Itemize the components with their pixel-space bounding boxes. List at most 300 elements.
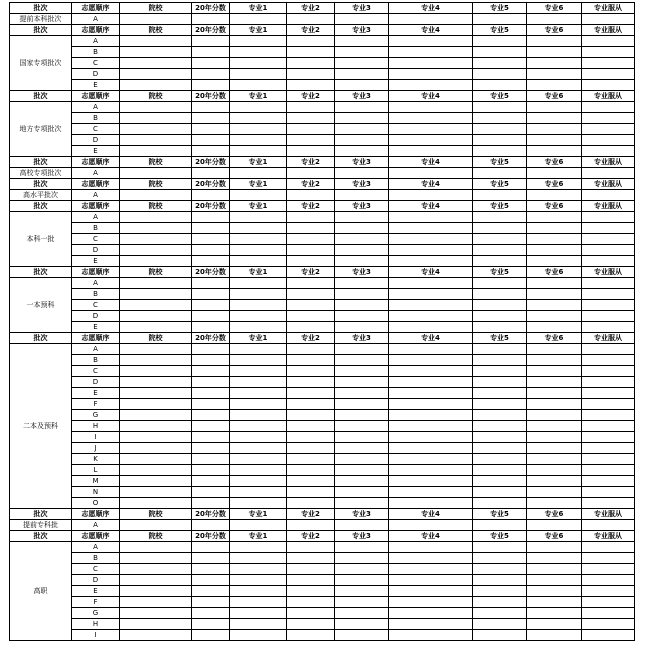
major-5-cell[interactable] (473, 69, 527, 80)
major-5-cell[interactable] (473, 168, 527, 179)
major-obey-cell[interactable] (582, 124, 635, 135)
major-6-cell[interactable] (527, 102, 582, 113)
major-obey-cell[interactable] (582, 311, 635, 322)
school-cell[interactable] (120, 245, 192, 256)
score-2020-cell[interactable] (192, 388, 230, 399)
major-1-cell[interactable] (230, 586, 287, 597)
major-3-cell[interactable] (335, 410, 389, 421)
score-2020-cell[interactable] (192, 234, 230, 245)
major-3-cell[interactable] (335, 597, 389, 608)
major-3-cell[interactable] (335, 586, 389, 597)
major-2-cell[interactable] (287, 476, 335, 487)
major-6-cell[interactable] (527, 256, 582, 267)
major-1-cell[interactable] (230, 465, 287, 476)
major-3-cell[interactable] (335, 124, 389, 135)
major-3-cell[interactable] (335, 630, 389, 641)
major-2-cell[interactable] (287, 377, 335, 388)
major-3-cell[interactable] (335, 36, 389, 47)
major-3-cell[interactable] (335, 190, 389, 201)
major-2-cell[interactable] (287, 69, 335, 80)
major-obey-cell[interactable] (582, 245, 635, 256)
major-1-cell[interactable] (230, 608, 287, 619)
major-obey-cell[interactable] (582, 388, 635, 399)
major-3-cell[interactable] (335, 432, 389, 443)
major-3-cell[interactable] (335, 223, 389, 234)
major-obey-cell[interactable] (582, 410, 635, 421)
score-2020-cell[interactable] (192, 344, 230, 355)
major-4-cell[interactable] (389, 69, 473, 80)
major-2-cell[interactable] (287, 124, 335, 135)
score-2020-cell[interactable] (192, 586, 230, 597)
score-2020-cell[interactable] (192, 322, 230, 333)
major-2-cell[interactable] (287, 619, 335, 630)
major-4-cell[interactable] (389, 542, 473, 553)
major-5-cell[interactable] (473, 322, 527, 333)
major-4-cell[interactable] (389, 487, 473, 498)
major-2-cell[interactable] (287, 608, 335, 619)
major-4-cell[interactable] (389, 47, 473, 58)
school-cell[interactable] (120, 58, 192, 69)
major-5-cell[interactable] (473, 355, 527, 366)
school-cell[interactable] (120, 102, 192, 113)
major-4-cell[interactable] (389, 476, 473, 487)
major-1-cell[interactable] (230, 388, 287, 399)
score-2020-cell[interactable] (192, 487, 230, 498)
major-5-cell[interactable] (473, 245, 527, 256)
major-1-cell[interactable] (230, 190, 287, 201)
major-4-cell[interactable] (389, 124, 473, 135)
major-6-cell[interactable] (527, 58, 582, 69)
major-6-cell[interactable] (527, 69, 582, 80)
major-5-cell[interactable] (473, 421, 527, 432)
major-5-cell[interactable] (473, 14, 527, 25)
major-4-cell[interactable] (389, 102, 473, 113)
major-4-cell[interactable] (389, 322, 473, 333)
major-6-cell[interactable] (527, 487, 582, 498)
major-4-cell[interactable] (389, 245, 473, 256)
major-5-cell[interactable] (473, 113, 527, 124)
major-obey-cell[interactable] (582, 553, 635, 564)
major-1-cell[interactable] (230, 300, 287, 311)
major-1-cell[interactable] (230, 289, 287, 300)
major-3-cell[interactable] (335, 146, 389, 157)
major-5-cell[interactable] (473, 366, 527, 377)
major-3-cell[interactable] (335, 58, 389, 69)
school-cell[interactable] (120, 487, 192, 498)
major-2-cell[interactable] (287, 410, 335, 421)
major-5-cell[interactable] (473, 432, 527, 443)
major-obey-cell[interactable] (582, 520, 635, 531)
major-6-cell[interactable] (527, 399, 582, 410)
major-5-cell[interactable] (473, 399, 527, 410)
school-cell[interactable] (120, 432, 192, 443)
score-2020-cell[interactable] (192, 69, 230, 80)
major-5-cell[interactable] (473, 575, 527, 586)
major-4-cell[interactable] (389, 553, 473, 564)
school-cell[interactable] (120, 542, 192, 553)
major-6-cell[interactable] (527, 146, 582, 157)
major-obey-cell[interactable] (582, 80, 635, 91)
major-3-cell[interactable] (335, 388, 389, 399)
score-2020-cell[interactable] (192, 377, 230, 388)
major-5-cell[interactable] (473, 498, 527, 509)
major-5-cell[interactable] (473, 190, 527, 201)
major-2-cell[interactable] (287, 146, 335, 157)
major-3-cell[interactable] (335, 355, 389, 366)
major-1-cell[interactable] (230, 355, 287, 366)
major-4-cell[interactable] (389, 399, 473, 410)
major-1-cell[interactable] (230, 234, 287, 245)
major-obey-cell[interactable] (582, 69, 635, 80)
major-5-cell[interactable] (473, 454, 527, 465)
school-cell[interactable] (120, 377, 192, 388)
score-2020-cell[interactable] (192, 289, 230, 300)
school-cell[interactable] (120, 399, 192, 410)
major-5-cell[interactable] (473, 36, 527, 47)
major-4-cell[interactable] (389, 300, 473, 311)
school-cell[interactable] (120, 465, 192, 476)
major-5-cell[interactable] (473, 520, 527, 531)
school-cell[interactable] (120, 311, 192, 322)
major-1-cell[interactable] (230, 168, 287, 179)
major-obey-cell[interactable] (582, 366, 635, 377)
school-cell[interactable] (120, 113, 192, 124)
major-4-cell[interactable] (389, 454, 473, 465)
major-6-cell[interactable] (527, 311, 582, 322)
major-4-cell[interactable] (389, 586, 473, 597)
score-2020-cell[interactable] (192, 212, 230, 223)
major-obey-cell[interactable] (582, 344, 635, 355)
major-6-cell[interactable] (527, 80, 582, 91)
score-2020-cell[interactable] (192, 223, 230, 234)
score-2020-cell[interactable] (192, 278, 230, 289)
major-obey-cell[interactable] (582, 102, 635, 113)
major-6-cell[interactable] (527, 14, 582, 25)
major-4-cell[interactable] (389, 168, 473, 179)
major-6-cell[interactable] (527, 245, 582, 256)
major-2-cell[interactable] (287, 256, 335, 267)
major-obey-cell[interactable] (582, 586, 635, 597)
major-5-cell[interactable] (473, 476, 527, 487)
school-cell[interactable] (120, 36, 192, 47)
major-2-cell[interactable] (287, 575, 335, 586)
major-4-cell[interactable] (389, 311, 473, 322)
score-2020-cell[interactable] (192, 124, 230, 135)
major-obey-cell[interactable] (582, 14, 635, 25)
major-1-cell[interactable] (230, 124, 287, 135)
major-obey-cell[interactable] (582, 399, 635, 410)
major-5-cell[interactable] (473, 487, 527, 498)
school-cell[interactable] (120, 212, 192, 223)
major-3-cell[interactable] (335, 113, 389, 124)
major-4-cell[interactable] (389, 520, 473, 531)
school-cell[interactable] (120, 553, 192, 564)
major-6-cell[interactable] (527, 212, 582, 223)
school-cell[interactable] (120, 355, 192, 366)
major-6-cell[interactable] (527, 366, 582, 377)
school-cell[interactable] (120, 608, 192, 619)
major-obey-cell[interactable] (582, 135, 635, 146)
major-3-cell[interactable] (335, 553, 389, 564)
score-2020-cell[interactable] (192, 256, 230, 267)
major-6-cell[interactable] (527, 355, 582, 366)
major-1-cell[interactable] (230, 619, 287, 630)
major-obey-cell[interactable] (582, 465, 635, 476)
major-5-cell[interactable] (473, 344, 527, 355)
score-2020-cell[interactable] (192, 597, 230, 608)
major-6-cell[interactable] (527, 190, 582, 201)
major-1-cell[interactable] (230, 135, 287, 146)
major-5-cell[interactable] (473, 586, 527, 597)
major-4-cell[interactable] (389, 619, 473, 630)
major-4-cell[interactable] (389, 146, 473, 157)
major-5-cell[interactable] (473, 597, 527, 608)
major-3-cell[interactable] (335, 80, 389, 91)
major-6-cell[interactable] (527, 608, 582, 619)
major-6-cell[interactable] (527, 322, 582, 333)
major-6-cell[interactable] (527, 575, 582, 586)
school-cell[interactable] (120, 322, 192, 333)
major-1-cell[interactable] (230, 47, 287, 58)
major-1-cell[interactable] (230, 454, 287, 465)
major-2-cell[interactable] (287, 498, 335, 509)
major-1-cell[interactable] (230, 58, 287, 69)
major-4-cell[interactable] (389, 388, 473, 399)
major-1-cell[interactable] (230, 575, 287, 586)
major-1-cell[interactable] (230, 553, 287, 564)
major-3-cell[interactable] (335, 443, 389, 454)
score-2020-cell[interactable] (192, 80, 230, 91)
major-1-cell[interactable] (230, 14, 287, 25)
score-2020-cell[interactable] (192, 564, 230, 575)
major-5-cell[interactable] (473, 256, 527, 267)
major-2-cell[interactable] (287, 564, 335, 575)
major-4-cell[interactable] (389, 113, 473, 124)
major-obey-cell[interactable] (582, 289, 635, 300)
major-1-cell[interactable] (230, 421, 287, 432)
major-6-cell[interactable] (527, 289, 582, 300)
major-5-cell[interactable] (473, 278, 527, 289)
major-2-cell[interactable] (287, 630, 335, 641)
major-2-cell[interactable] (287, 14, 335, 25)
score-2020-cell[interactable] (192, 113, 230, 124)
major-5-cell[interactable] (473, 608, 527, 619)
major-2-cell[interactable] (287, 212, 335, 223)
major-3-cell[interactable] (335, 135, 389, 146)
major-3-cell[interactable] (335, 47, 389, 58)
school-cell[interactable] (120, 344, 192, 355)
score-2020-cell[interactable] (192, 399, 230, 410)
major-2-cell[interactable] (287, 47, 335, 58)
school-cell[interactable] (120, 234, 192, 245)
major-1-cell[interactable] (230, 432, 287, 443)
major-2-cell[interactable] (287, 58, 335, 69)
score-2020-cell[interactable] (192, 432, 230, 443)
major-1-cell[interactable] (230, 366, 287, 377)
major-3-cell[interactable] (335, 212, 389, 223)
major-6-cell[interactable] (527, 597, 582, 608)
major-3-cell[interactable] (335, 454, 389, 465)
major-2-cell[interactable] (287, 542, 335, 553)
major-2-cell[interactable] (287, 432, 335, 443)
major-1-cell[interactable] (230, 487, 287, 498)
major-4-cell[interactable] (389, 278, 473, 289)
major-3-cell[interactable] (335, 300, 389, 311)
major-obey-cell[interactable] (582, 608, 635, 619)
major-1-cell[interactable] (230, 630, 287, 641)
major-obey-cell[interactable] (582, 619, 635, 630)
major-5-cell[interactable] (473, 553, 527, 564)
score-2020-cell[interactable] (192, 355, 230, 366)
major-3-cell[interactable] (335, 421, 389, 432)
major-obey-cell[interactable] (582, 58, 635, 69)
score-2020-cell[interactable] (192, 300, 230, 311)
major-obey-cell[interactable] (582, 443, 635, 454)
major-5-cell[interactable] (473, 47, 527, 58)
major-4-cell[interactable] (389, 36, 473, 47)
major-4-cell[interactable] (389, 421, 473, 432)
school-cell[interactable] (120, 476, 192, 487)
score-2020-cell[interactable] (192, 465, 230, 476)
major-obey-cell[interactable] (582, 564, 635, 575)
major-3-cell[interactable] (335, 234, 389, 245)
major-5-cell[interactable] (473, 443, 527, 454)
major-4-cell[interactable] (389, 190, 473, 201)
major-4-cell[interactable] (389, 498, 473, 509)
major-3-cell[interactable] (335, 575, 389, 586)
school-cell[interactable] (120, 454, 192, 465)
score-2020-cell[interactable] (192, 366, 230, 377)
score-2020-cell[interactable] (192, 311, 230, 322)
school-cell[interactable] (120, 124, 192, 135)
major-4-cell[interactable] (389, 289, 473, 300)
school-cell[interactable] (120, 69, 192, 80)
major-obey-cell[interactable] (582, 146, 635, 157)
major-4-cell[interactable] (389, 256, 473, 267)
major-5-cell[interactable] (473, 212, 527, 223)
score-2020-cell[interactable] (192, 146, 230, 157)
major-6-cell[interactable] (527, 135, 582, 146)
major-6-cell[interactable] (527, 234, 582, 245)
major-1-cell[interactable] (230, 520, 287, 531)
major-6-cell[interactable] (527, 476, 582, 487)
major-1-cell[interactable] (230, 410, 287, 421)
major-1-cell[interactable] (230, 69, 287, 80)
major-5-cell[interactable] (473, 564, 527, 575)
score-2020-cell[interactable] (192, 553, 230, 564)
major-6-cell[interactable] (527, 553, 582, 564)
score-2020-cell[interactable] (192, 58, 230, 69)
major-obey-cell[interactable] (582, 190, 635, 201)
score-2020-cell[interactable] (192, 421, 230, 432)
major-obey-cell[interactable] (582, 168, 635, 179)
school-cell[interactable] (120, 47, 192, 58)
major-6-cell[interactable] (527, 465, 582, 476)
score-2020-cell[interactable] (192, 608, 230, 619)
major-1-cell[interactable] (230, 36, 287, 47)
major-3-cell[interactable] (335, 564, 389, 575)
major-6-cell[interactable] (527, 443, 582, 454)
score-2020-cell[interactable] (192, 190, 230, 201)
school-cell[interactable] (120, 135, 192, 146)
major-obey-cell[interactable] (582, 421, 635, 432)
major-4-cell[interactable] (389, 80, 473, 91)
major-2-cell[interactable] (287, 388, 335, 399)
school-cell[interactable] (120, 366, 192, 377)
major-1-cell[interactable] (230, 212, 287, 223)
major-5-cell[interactable] (473, 311, 527, 322)
major-3-cell[interactable] (335, 498, 389, 509)
major-5-cell[interactable] (473, 102, 527, 113)
major-4-cell[interactable] (389, 432, 473, 443)
major-2-cell[interactable] (287, 234, 335, 245)
major-4-cell[interactable] (389, 355, 473, 366)
major-1-cell[interactable] (230, 256, 287, 267)
major-3-cell[interactable] (335, 102, 389, 113)
major-4-cell[interactable] (389, 608, 473, 619)
major-3-cell[interactable] (335, 344, 389, 355)
major-5-cell[interactable] (473, 619, 527, 630)
major-1-cell[interactable] (230, 245, 287, 256)
major-4-cell[interactable] (389, 234, 473, 245)
major-2-cell[interactable] (287, 597, 335, 608)
major-5-cell[interactable] (473, 135, 527, 146)
major-obey-cell[interactable] (582, 256, 635, 267)
score-2020-cell[interactable] (192, 14, 230, 25)
score-2020-cell[interactable] (192, 410, 230, 421)
major-obey-cell[interactable] (582, 377, 635, 388)
major-4-cell[interactable] (389, 212, 473, 223)
major-3-cell[interactable] (335, 608, 389, 619)
major-3-cell[interactable] (335, 289, 389, 300)
major-2-cell[interactable] (287, 168, 335, 179)
major-6-cell[interactable] (527, 498, 582, 509)
major-2-cell[interactable] (287, 245, 335, 256)
major-2-cell[interactable] (287, 113, 335, 124)
major-obey-cell[interactable] (582, 575, 635, 586)
major-5-cell[interactable] (473, 234, 527, 245)
major-obey-cell[interactable] (582, 212, 635, 223)
major-4-cell[interactable] (389, 377, 473, 388)
major-2-cell[interactable] (287, 289, 335, 300)
school-cell[interactable] (120, 421, 192, 432)
school-cell[interactable] (120, 619, 192, 630)
major-1-cell[interactable] (230, 476, 287, 487)
major-3-cell[interactable] (335, 14, 389, 25)
school-cell[interactable] (120, 289, 192, 300)
major-3-cell[interactable] (335, 619, 389, 630)
major-4-cell[interactable] (389, 575, 473, 586)
major-6-cell[interactable] (527, 113, 582, 124)
major-4-cell[interactable] (389, 564, 473, 575)
school-cell[interactable] (120, 597, 192, 608)
major-6-cell[interactable] (527, 564, 582, 575)
major-6-cell[interactable] (527, 223, 582, 234)
major-6-cell[interactable] (527, 586, 582, 597)
major-obey-cell[interactable] (582, 113, 635, 124)
major-1-cell[interactable] (230, 564, 287, 575)
major-5-cell[interactable] (473, 410, 527, 421)
major-1-cell[interactable] (230, 311, 287, 322)
major-1-cell[interactable] (230, 377, 287, 388)
major-6-cell[interactable] (527, 47, 582, 58)
major-5-cell[interactable] (473, 58, 527, 69)
school-cell[interactable] (120, 190, 192, 201)
major-2-cell[interactable] (287, 300, 335, 311)
major-1-cell[interactable] (230, 443, 287, 454)
school-cell[interactable] (120, 575, 192, 586)
score-2020-cell[interactable] (192, 443, 230, 454)
